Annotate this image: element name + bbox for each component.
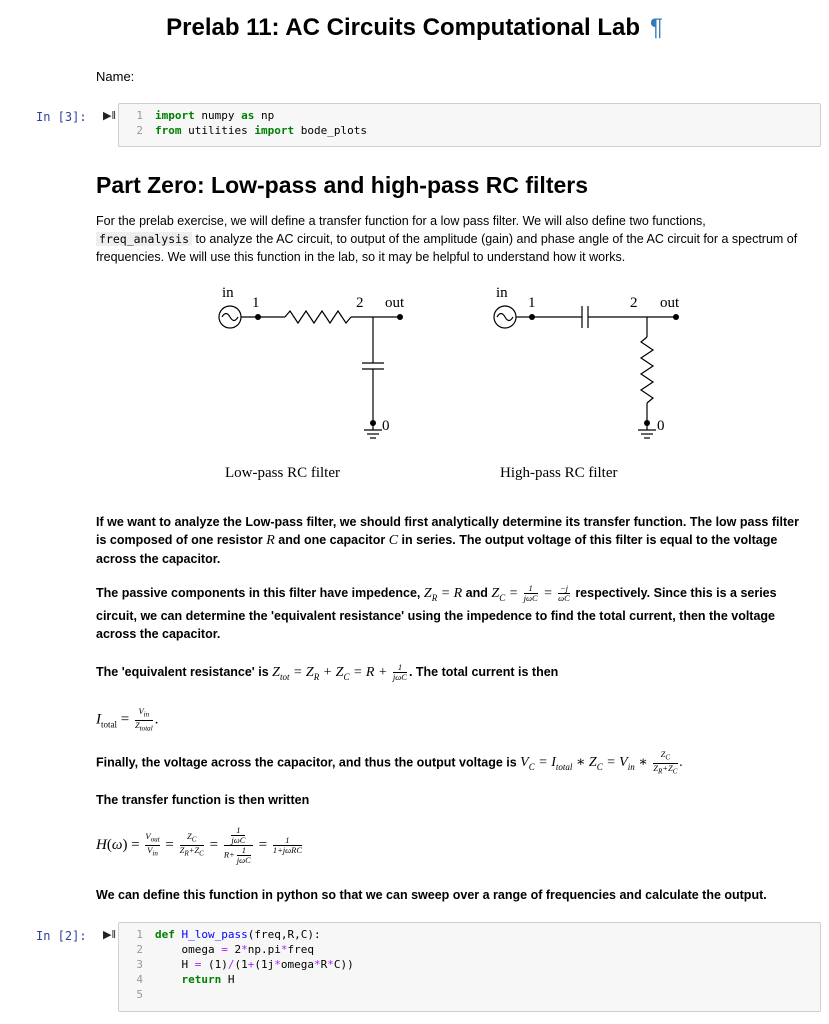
- name-label: Name:: [96, 69, 135, 84]
- transfer-paragraph: The transfer function is then written: [96, 793, 310, 807]
- section-heading: Part Zero: Low-pass and high-pass RC filters: [96, 172, 589, 198]
- output-voltage-paragraph: Finally, the voltage across the capacitor, and thus the output voltage is $V_C = I_{total}$ ∗ $Z_C = V_{in}$ ∗ $\frac{Z_C}{Z_R+Z_C}$ .: [96, 749, 683, 776]
- transfer-formula: H(ω) = $\frac{V_{out}}{V_{in}}$ = $\frac{Z_C}{Z_R+Z_C}$ = $\frac{1}{\text{jωC}}$ R+ $\frac{1}{\text{jωC}}$ = $\frac{1}{\text{1+jωRC}}$: [96, 825, 303, 865]
- svg-text:out: out: [385, 295, 405, 311]
- page-title: Prelab 11: AC Circuits Computational Lab ¶: [166, 14, 663, 41]
- intro-paragraph: For the prelab exercise, we will define a transfer function for a low pass filter. We will also define two functions, freq_analysis to analyze the AC circuit, to output of the amplitude (gain) and phase angle of the AC circuit for a spectrum of frequencies. We will use this function in the lab, so it may be helpful to understand how it works.: [96, 214, 798, 264]
- cell1-prompt: In [3]:: [36, 110, 87, 124]
- cell2-prompt: In [2]:: [36, 929, 87, 943]
- svg-text:2: 2: [630, 295, 638, 311]
- svg-text:2: 2: [356, 295, 364, 311]
- define-paragraph: We can define this function in python so that we can sweep over a range of frequencies and calculate the output.: [96, 888, 767, 902]
- code-cell-1[interactable]: 1 import numpy as np 2 from utilities import bode_plots: [118, 103, 821, 147]
- anchor-link[interactable]: ¶: [649, 14, 663, 41]
- run-cell-icon[interactable]: ▶‖: [103, 110, 117, 122]
- itotal-formula: $I_{total}$ = $\frac{V_{in}}{Z_{total}}$ .: [96, 706, 159, 733]
- equivalent-resistance: The 'equivalent resistance' is $Z_{tot} = Z_R + Z_C = R$ + $\frac{1}{\text{jωC}}$ . The total current is then: [96, 662, 559, 683]
- impedance-paragraph: The passive components in this filter have impedence, $Z_R = R$ and $Z_C$ = $\frac{1}{\text{jωC}}$ = $\frac{-j}{\omega C}$ respectively. Since this is a series circuit, we can determine the 'equivalent resistance' using the impedence to find the total current, then the voltage across the capacitor.: [96, 583, 777, 641]
- run-cell-icon[interactable]: ▶‖: [103, 929, 117, 941]
- highpass-circuit: [494, 285, 680, 481]
- svg-text:out: out: [660, 295, 680, 311]
- svg-text:in: in: [222, 285, 234, 301]
- svg-text:0: 0: [657, 418, 665, 434]
- inline-code: freq_analysis: [96, 232, 192, 246]
- lowpass-caption: Low-pass RC filter: [225, 465, 340, 481]
- svg-text:1: 1: [252, 295, 260, 311]
- lowpass-circuit: [219, 285, 405, 481]
- highpass-caption: High-pass RC filter: [500, 465, 618, 481]
- code-cell-2[interactable]: 1 def H_low_pass(freq,R,C): 2 omega = 2*np.pi*freq 3 H = (1)/(1+(1j*omega*R*C)) 4 return H 5: [118, 922, 821, 1012]
- svg-text:1: 1: [528, 295, 536, 311]
- svg-text:in: in: [496, 285, 508, 301]
- svg-text:0: 0: [382, 418, 390, 434]
- circuit-diagrams: [200, 280, 700, 490]
- analyze-paragraph: If we want to analyze the Low-pass filter, we should first analytically determine its transfer function. The low pass filter is composed of one resistor R and one capacitor C in series. The output voltage of this filter is equal to the voltage across the capacitor.: [96, 515, 799, 566]
